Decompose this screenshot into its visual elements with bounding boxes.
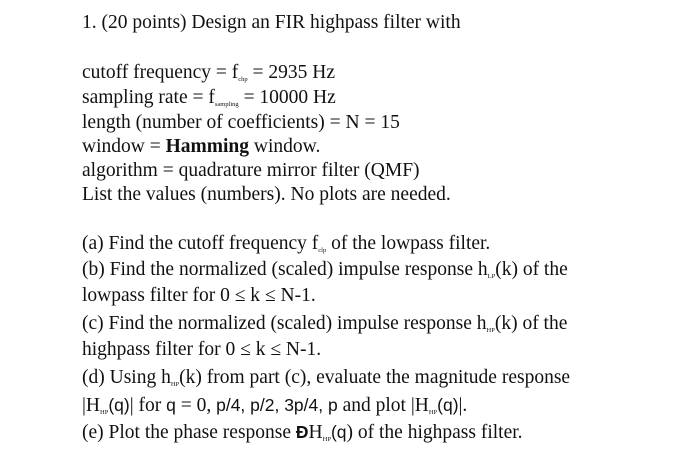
part-d-post: (k) from part (c), evaluate the magnitude response — [179, 367, 571, 388]
spec-sampling-value: = 10000 Hz — [238, 87, 336, 108]
part-e-open: ( — [330, 422, 337, 442]
spec-sampling-rate — [82, 86, 336, 110]
part-d-l2-q3: q — [442, 395, 453, 415]
part-d-line2 — [82, 393, 467, 418]
part-e-pre: (e) Plot the phase response — [82, 422, 296, 443]
part-d-line1 — [82, 366, 570, 390]
spec-window — [82, 135, 320, 159]
part-e-subscript: HP — [322, 436, 331, 443]
part-a-pre: (a) Find the cutoff frequency f — [82, 233, 319, 254]
part-d-l2-h-paren: ) — [452, 395, 459, 415]
spec-cutoff-value: = 2935 Hz — [247, 62, 336, 83]
part-c-line2: highpass filter for 0 ≤ k ≤ N-1. — [82, 339, 322, 360]
part-c-post: (k) of the — [494, 313, 568, 334]
part-e — [82, 420, 523, 445]
part-d-l2-c-paren: ) — [123, 395, 130, 415]
part-d-l2-q1: q — [114, 395, 124, 415]
part-d-l2-q2: q — [166, 395, 176, 415]
part-d-pre: (d) Using h — [82, 367, 171, 388]
part-d-l2-g: ( — [437, 395, 443, 415]
part-d-l2-b: ( — [108, 395, 115, 415]
spec-window-prefix: window = — [82, 136, 166, 157]
spec-cutoff-frequency — [82, 61, 335, 85]
part-b-line2: lowpass filter for 0 ≤ k ≤ N-1. — [82, 285, 316, 306]
part-d-l2-f: and plot |H — [337, 395, 429, 416]
spec-window-name: Hamming — [165, 136, 250, 157]
part-b-post: (k) of the — [495, 259, 568, 280]
spec-algorithm: algorithm = quadrature mirror filter (QMF) — [82, 160, 420, 181]
part-e-h: H — [308, 422, 323, 443]
part-c-subscript: HP — [486, 327, 495, 334]
part-c-line1 — [82, 312, 567, 336]
spec-window-suffix: window. — [249, 136, 321, 157]
part-d-l2-h: |. — [458, 395, 468, 416]
part-d-l2-a: |H — [82, 395, 100, 416]
spec-length: length (number of coefficients) = N = 15 — [82, 112, 400, 133]
part-a-subscript: clp — [318, 247, 327, 254]
part-a-post: of the lowpass filter. — [326, 233, 491, 254]
part-d-l2-subscript1: HP — [100, 409, 109, 416]
part-c-pre: (c) Find the normalized (scaled) impulse response h — [82, 313, 487, 334]
part-d-l2-e: p/4, p/2, 3p/4, p — [216, 395, 338, 415]
part-e-theta: Ð — [295, 422, 309, 442]
problem-title: 1. (20 points) Design an FIR highpass filter with — [82, 12, 461, 33]
part-b-pre: (b) Find the normalized (scaled) impulse response h — [82, 259, 488, 280]
part-d-l2-d: = 0, — [175, 395, 217, 416]
part-d-l2-c: | for — [129, 395, 167, 416]
part-e-post: ) of the highpass filter. — [346, 422, 523, 443]
part-a — [82, 232, 490, 256]
part-d-l2-subscript2: HP — [428, 409, 438, 416]
spec-cutoff-subscript: chp — [238, 76, 248, 83]
spec-cutoff-label: cutoff frequency = f — [82, 62, 239, 83]
spec-note: List the values (numbers). No plots are needed. — [82, 184, 451, 205]
part-b-subscript: LP — [487, 273, 496, 280]
spec-sampling-subscript: sampling — [214, 101, 239, 108]
part-e-q: q — [336, 422, 347, 442]
part-b-line1 — [82, 258, 568, 282]
part-d-subscript: HP — [170, 381, 180, 388]
spec-sampling-label: sampling rate = f — [82, 87, 215, 108]
